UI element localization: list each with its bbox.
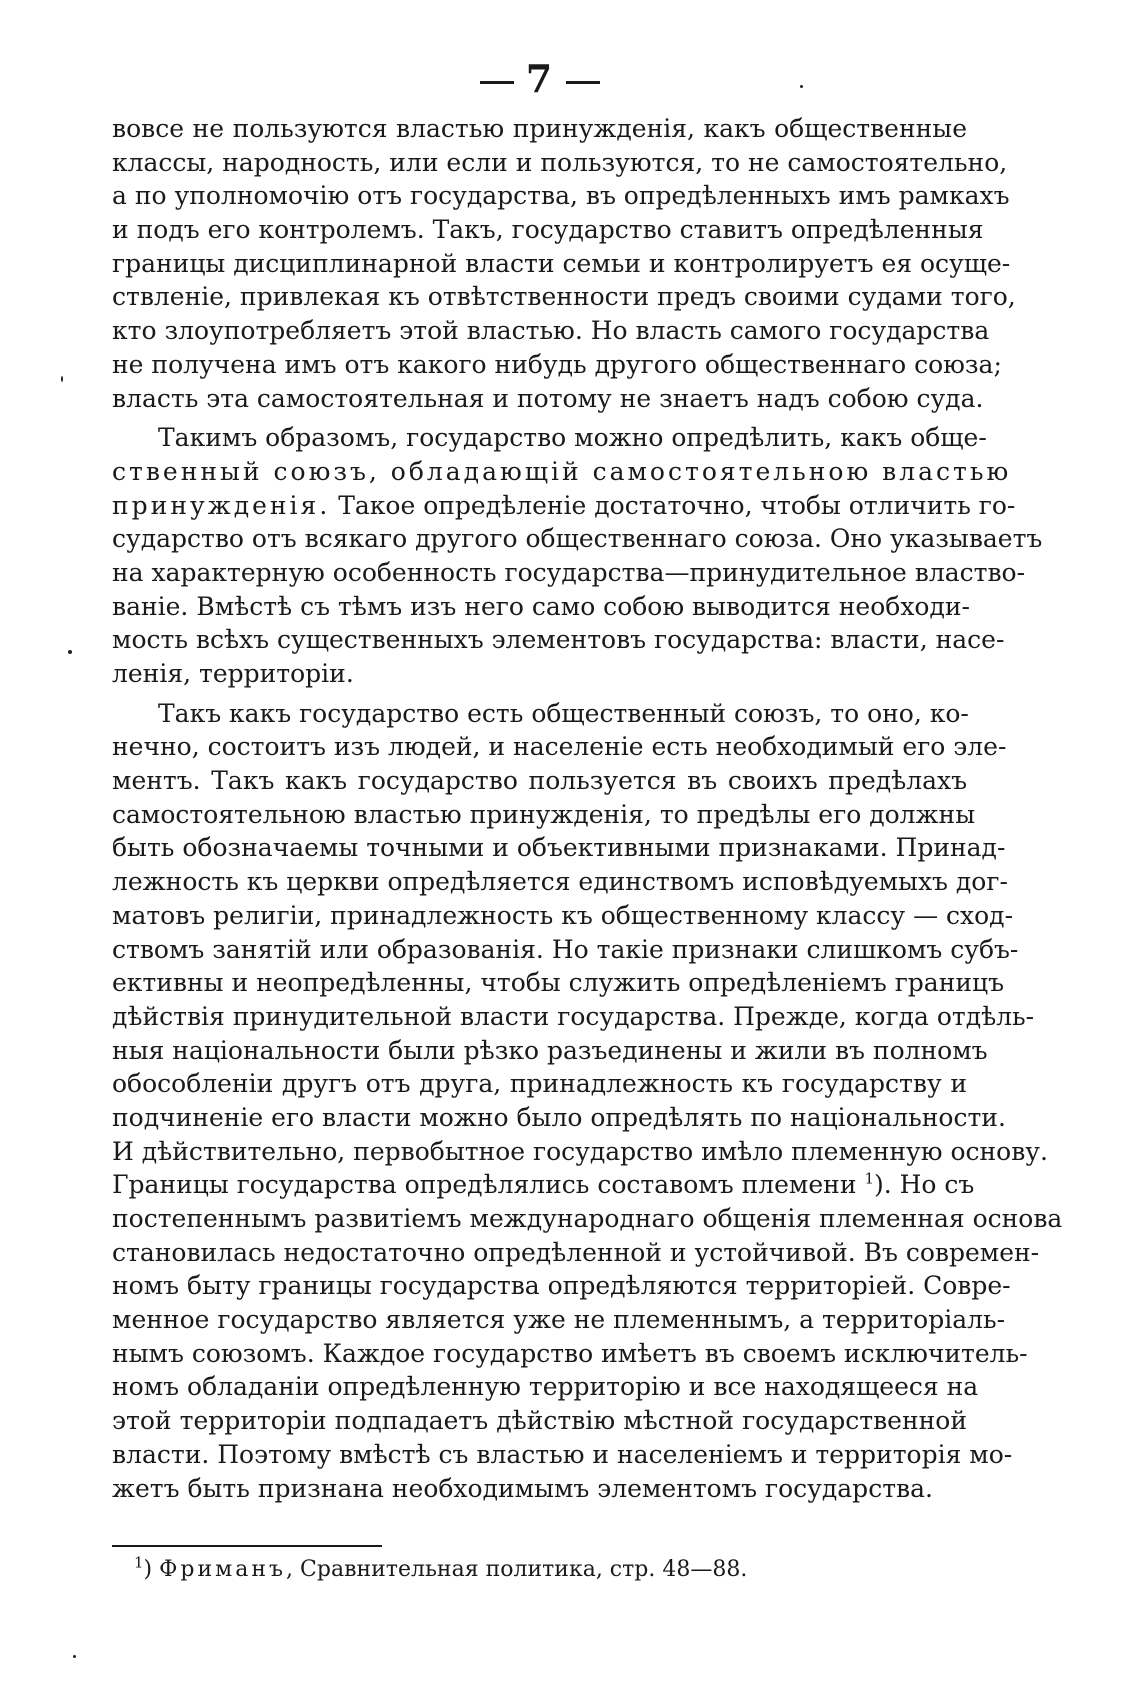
text-line: вовсе не пользуются властью принужденія, какъ общественные [112, 114, 967, 143]
text-line: этой территоріи подпадаетъ дѣйствію мѣстной государственной [112, 1406, 967, 1436]
text-line: ективны и неопредѣленны, чтобы служить опредѣленіемъ границъ [112, 968, 1005, 998]
text-fragment: Границы государства опредѣлялись составомъ племени [112, 1170, 857, 1200]
emphasized-definition-word: принужденія. [112, 490, 331, 520]
text-fragment: Такое опредѣленіе достаточно, чтобы отличить го- [330, 490, 1016, 520]
text-line: матовъ религіи, принадлежность къ общественному классу — сход- [112, 900, 1014, 930]
scan-speck [68, 650, 72, 654]
text-line: нечно, состоитъ изъ людей, и населеніе есть необходимый его эле- [112, 732, 1007, 762]
text-line: сударство отъ всякаго другого общественнаго союза. Оно указываетъ [112, 524, 1043, 554]
text-line: ствомъ занятій или образованія. Но такіе признаки слишкомъ субъ- [112, 934, 1019, 964]
footnote-text: , Сравнительная политика, стр. 48—88. [286, 1557, 748, 1582]
text-line-with-footnote-ref [112, 1168, 975, 1202]
page-number-dash-left [480, 81, 514, 84]
text-line: ствленіе, привлекая къ отвѣтственности предъ своими судами того, [112, 282, 1016, 312]
footnote [134, 1552, 747, 1588]
text-line: жетъ быть признана необходимымъ элементомъ государства. [112, 1473, 933, 1503]
text-line: на характерную особенность государства—принудительное властво- [112, 557, 1026, 587]
text-line: ныя національности были рѣзко разъединены и жили въ полномъ [112, 1035, 988, 1065]
footnote-author: Фриманъ [159, 1557, 287, 1582]
text-line: ленія, территоріи. [112, 659, 354, 688]
text-line: границы дисциплинарной власти семьи и контролируетъ ея осуще- [112, 248, 1011, 278]
text-line: обособленіи другъ отъ друга, принадлежность къ государству и [112, 1069, 967, 1099]
scan-speck [73, 1655, 76, 1658]
text-line: становилась недостаточно опредѣленной и устойчивой. Въ современ- [112, 1237, 1040, 1267]
footnote-marker: 1 [134, 1553, 144, 1572]
text-line: менное государство является уже не племеннымъ, а территоріаль- [112, 1305, 1006, 1335]
text-line: номъ обладаніи опредѣленную территорію и все находящееся на [112, 1372, 979, 1402]
body-text [112, 112, 1063, 1505]
text-line: лежность къ церкви опредѣляется единствомъ исповѣдуемыхъ дог- [112, 867, 1008, 897]
paragraph-2 [112, 421, 1043, 691]
text-line: самостоятельною властью принужденія, то предѣлы его должны [112, 799, 976, 829]
text-line: классы, народность, или если и пользуются, то не самостоятельно, [112, 147, 1008, 177]
footnote-divider [112, 1545, 382, 1547]
footnote-reference[interactable]: 1 [864, 1169, 874, 1188]
text-line: мость всѣхъ существенныхъ элементовъ государства: власти, насе- [112, 625, 1005, 655]
text-line: а по уполномочію отъ государства, въ опредѣленныхъ имъ рамкахъ [112, 181, 1010, 211]
paragraph-1 [112, 112, 1016, 415]
text-line [112, 489, 1016, 523]
text-line: власти. Поэтому вмѣстѣ съ властью и населеніемъ и территорія мо- [112, 1439, 1013, 1469]
text-line: подчиненіе его власти можно было опредѣлять по національности. [112, 1102, 1006, 1132]
text-fragment: ). Но съ [873, 1170, 975, 1200]
text-line: номъ быту границы государства опредѣляются территоріей. Совре- [112, 1271, 1011, 1301]
text-line: ваніе. Вмѣстѣ съ тѣмъ изъ него само собою выводится необходи- [112, 591, 970, 621]
text-line: быть обозначаемы точными и объективными признаками. Принад- [112, 833, 1006, 863]
text-line: кто злоупотребляетъ этой властью. Но власть самого государства [112, 316, 990, 346]
text-line: Такъ какъ государство есть общественный союзъ, то оно, ко- [158, 698, 969, 728]
page-number-value: 7 [525, 56, 555, 101]
text-line: власть эта самостоятельная и потому не знаетъ надъ собою суда. [112, 383, 984, 413]
page-number [0, 56, 1080, 101]
paragraph-3 [112, 697, 1063, 1506]
text-line: нымъ союзомъ. Каждое государство имѣетъ въ своемъ исключитель- [112, 1338, 1028, 1368]
text-line: И дѣйствительно, первобытное государство имѣло племенную основу. [112, 1136, 1048, 1166]
text-line: дѣйствія принудительной власти государства. Прежде, когда отдѣль- [112, 1001, 1035, 1031]
text-line: постепеннымъ развитіемъ международнаго общенія племенная основа [112, 1204, 1063, 1233]
text-line: не получена имъ отъ какого нибудь другого общественнаго союза; [112, 349, 1002, 379]
text-line: Такимъ образомъ, государство можно опредѣлить, какъ обще- [158, 423, 987, 453]
scan-speck [800, 85, 803, 88]
text-line: и подъ его контролемъ. Такъ, государство ставитъ опредѣленныя [112, 215, 984, 245]
emphasized-definition-line: ственный союзъ, обладающій самостоятельною властью [112, 456, 1012, 486]
page-number-dash-right [566, 81, 600, 84]
footnote-paren: ) [143, 1557, 153, 1582]
text-line: ментъ. Такъ какъ государство пользуется въ своихъ предѣлахъ [112, 766, 967, 796]
scan-speck [61, 376, 63, 382]
